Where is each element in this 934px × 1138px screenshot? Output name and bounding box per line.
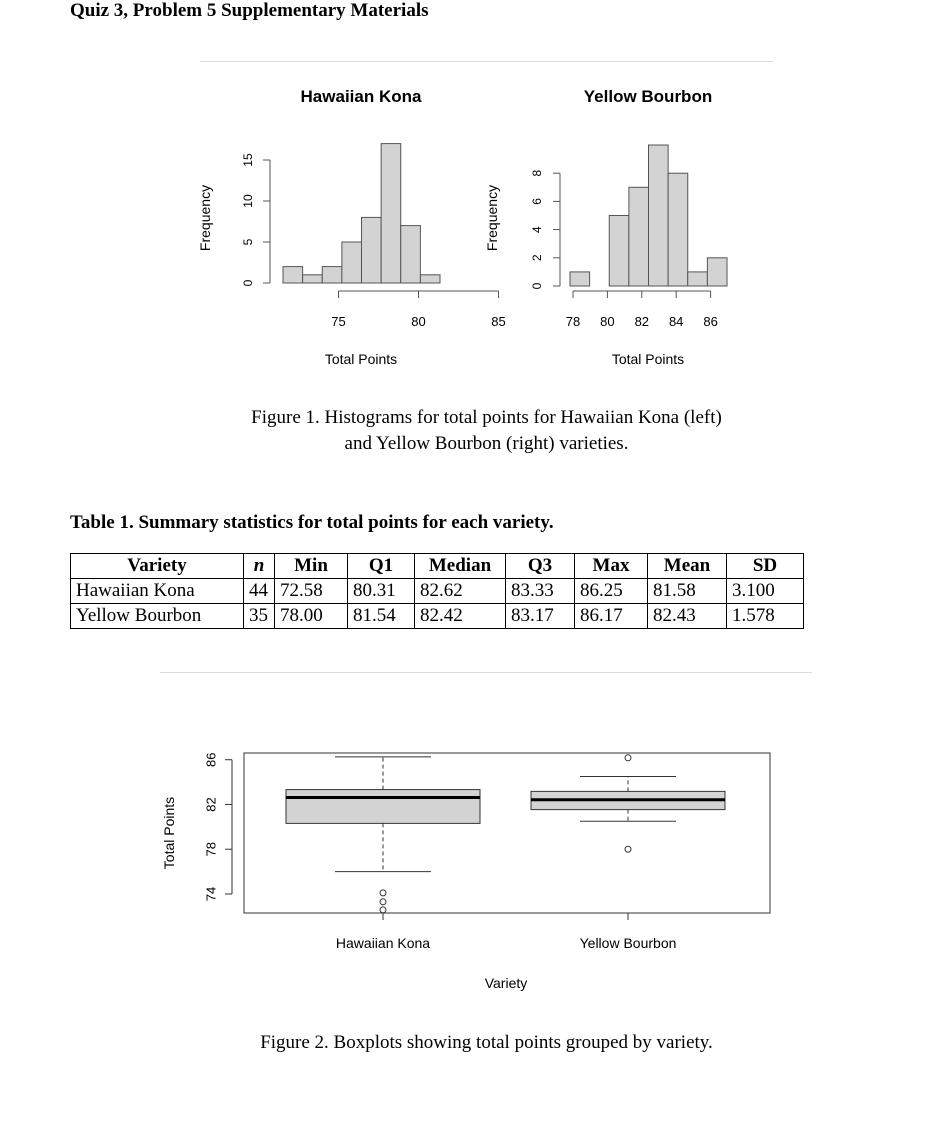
histogram-bar: [381, 144, 401, 283]
histogram-bar: [420, 275, 440, 283]
x-tick-label: 85: [491, 314, 506, 329]
x-tick-label: 86: [703, 314, 718, 329]
histogram-bar: [303, 275, 323, 283]
plot-frame: [244, 753, 770, 913]
cell-median: 82.62: [415, 579, 506, 604]
y-tick-label: 6: [530, 198, 545, 205]
histogram-bar: [362, 217, 382, 283]
histogram-bar: [629, 187, 649, 286]
header-variety: Variety: [71, 554, 244, 579]
y-tick-label: 0: [530, 282, 545, 290]
y-tick-label: 5: [241, 238, 256, 246]
x-tick-label: 84: [668, 314, 684, 329]
figure2-caption: Figure 2. Boxplots showing total points grouped by variety.: [260, 1032, 713, 1053]
divider-bottom: [160, 672, 812, 673]
y-tick-label: 8: [530, 169, 545, 177]
x-tick-label: 75: [331, 314, 346, 329]
figure1-caption-line2: and Yellow Bourbon (right) varieties.: [344, 433, 629, 454]
figure1-caption-line1: Figure 1. Histograms for total points for Hawaiian Kona (left): [251, 407, 722, 428]
outlier-point: [380, 907, 386, 913]
table-row: [71, 604, 804, 629]
y-tick-label: 86: [203, 752, 219, 767]
header-q1: Q1: [348, 554, 415, 579]
outlier-point: [380, 899, 386, 905]
x-tick-label: 78: [565, 314, 581, 329]
y-axis-title: Frequency: [197, 184, 213, 252]
header-n: n: [244, 554, 275, 579]
y-tick-label: 82: [203, 797, 219, 812]
cell-max: 86.25: [575, 579, 648, 604]
histogram-bar: [342, 242, 362, 283]
header-mean: Mean: [648, 554, 727, 579]
boxplot-chart: [161, 752, 770, 991]
x-axis-title: Total Points: [324, 351, 398, 367]
cell-min: 72.58: [275, 579, 348, 604]
histogram-title: Yellow Bourbon: [583, 87, 713, 106]
histogram-bar: [570, 272, 590, 286]
histogram-bar: [668, 173, 688, 286]
outlier-point: [380, 890, 386, 896]
y-tick-label: 15: [241, 153, 256, 167]
x-tick-label: 82: [634, 314, 650, 329]
histogram-bar: [707, 258, 727, 286]
histogram-hawaiian-kona: [197, 87, 506, 367]
cell-sd: 1.578: [727, 604, 804, 629]
cell-q3: 83.33: [506, 579, 575, 604]
histogram-title: Hawaiian Kona: [300, 87, 422, 106]
histogram-bar: [322, 267, 342, 283]
page-heading: Quiz 3, Problem 5 Supplementary Materials: [70, 0, 429, 21]
header-sd: SD: [727, 554, 804, 579]
x-axis-title: Variety: [484, 975, 528, 991]
x-tick-label: Yellow Bourbon: [579, 935, 677, 951]
figure1-caption: [200, 405, 773, 457]
y-tick-label: 4: [530, 226, 545, 233]
cell-n: 44: [244, 579, 275, 604]
cell-min: 78.00: [275, 604, 348, 629]
cell-mean: 82.43: [648, 604, 727, 629]
y-axis-title: Total Points: [161, 796, 177, 870]
histogram-bar: [401, 226, 421, 283]
cell-median: 82.42: [415, 604, 506, 629]
outlier-point: [625, 846, 631, 852]
header-min: Min: [275, 554, 348, 579]
cell-variety: Yellow Bourbon: [71, 604, 244, 629]
y-tick-label: 0: [241, 279, 256, 287]
table1-title: Table 1. Summary statistics for total points for each variety.: [70, 512, 554, 533]
figure2-boxplot: [0, 680, 934, 1010]
histogram-yellow-bourbon: [484, 87, 727, 367]
x-tick-label: 80: [411, 314, 426, 329]
table-row: [71, 579, 804, 604]
histogram-bar: [609, 216, 629, 287]
outlier-point: [625, 755, 631, 761]
x-tick-label: Hawaiian Kona: [335, 935, 431, 951]
histogram-bar: [688, 272, 708, 286]
table-header-row: [71, 554, 804, 579]
cell-max: 86.17: [575, 604, 648, 629]
histogram-bar: [283, 267, 303, 283]
y-tick-label: 10: [241, 194, 256, 208]
cell-sd: 3.100: [727, 579, 804, 604]
x-tick-label: 80: [600, 314, 615, 329]
x-axis-title: Total Points: [611, 351, 685, 367]
header-median: Median: [415, 554, 506, 579]
histogram-bar: [649, 145, 669, 286]
header-max: Max: [575, 554, 648, 579]
cell-q3: 83.17: [506, 604, 575, 629]
cell-q1: 80.31: [348, 579, 415, 604]
cell-variety: Hawaiian Kona: [71, 579, 244, 604]
y-tick-label: 78: [203, 841, 219, 857]
box: [286, 790, 480, 824]
cell-n: 35: [244, 604, 275, 629]
figure1-histograms: [0, 0, 934, 470]
y-axis-title: Frequency: [484, 184, 500, 252]
y-tick-label: 74: [203, 886, 219, 902]
y-tick-label: 2: [530, 254, 545, 262]
header-q3: Q3: [506, 554, 575, 579]
summary-table: [70, 553, 804, 629]
cell-mean: 81.58: [648, 579, 727, 604]
cell-q1: 81.54: [348, 604, 415, 629]
